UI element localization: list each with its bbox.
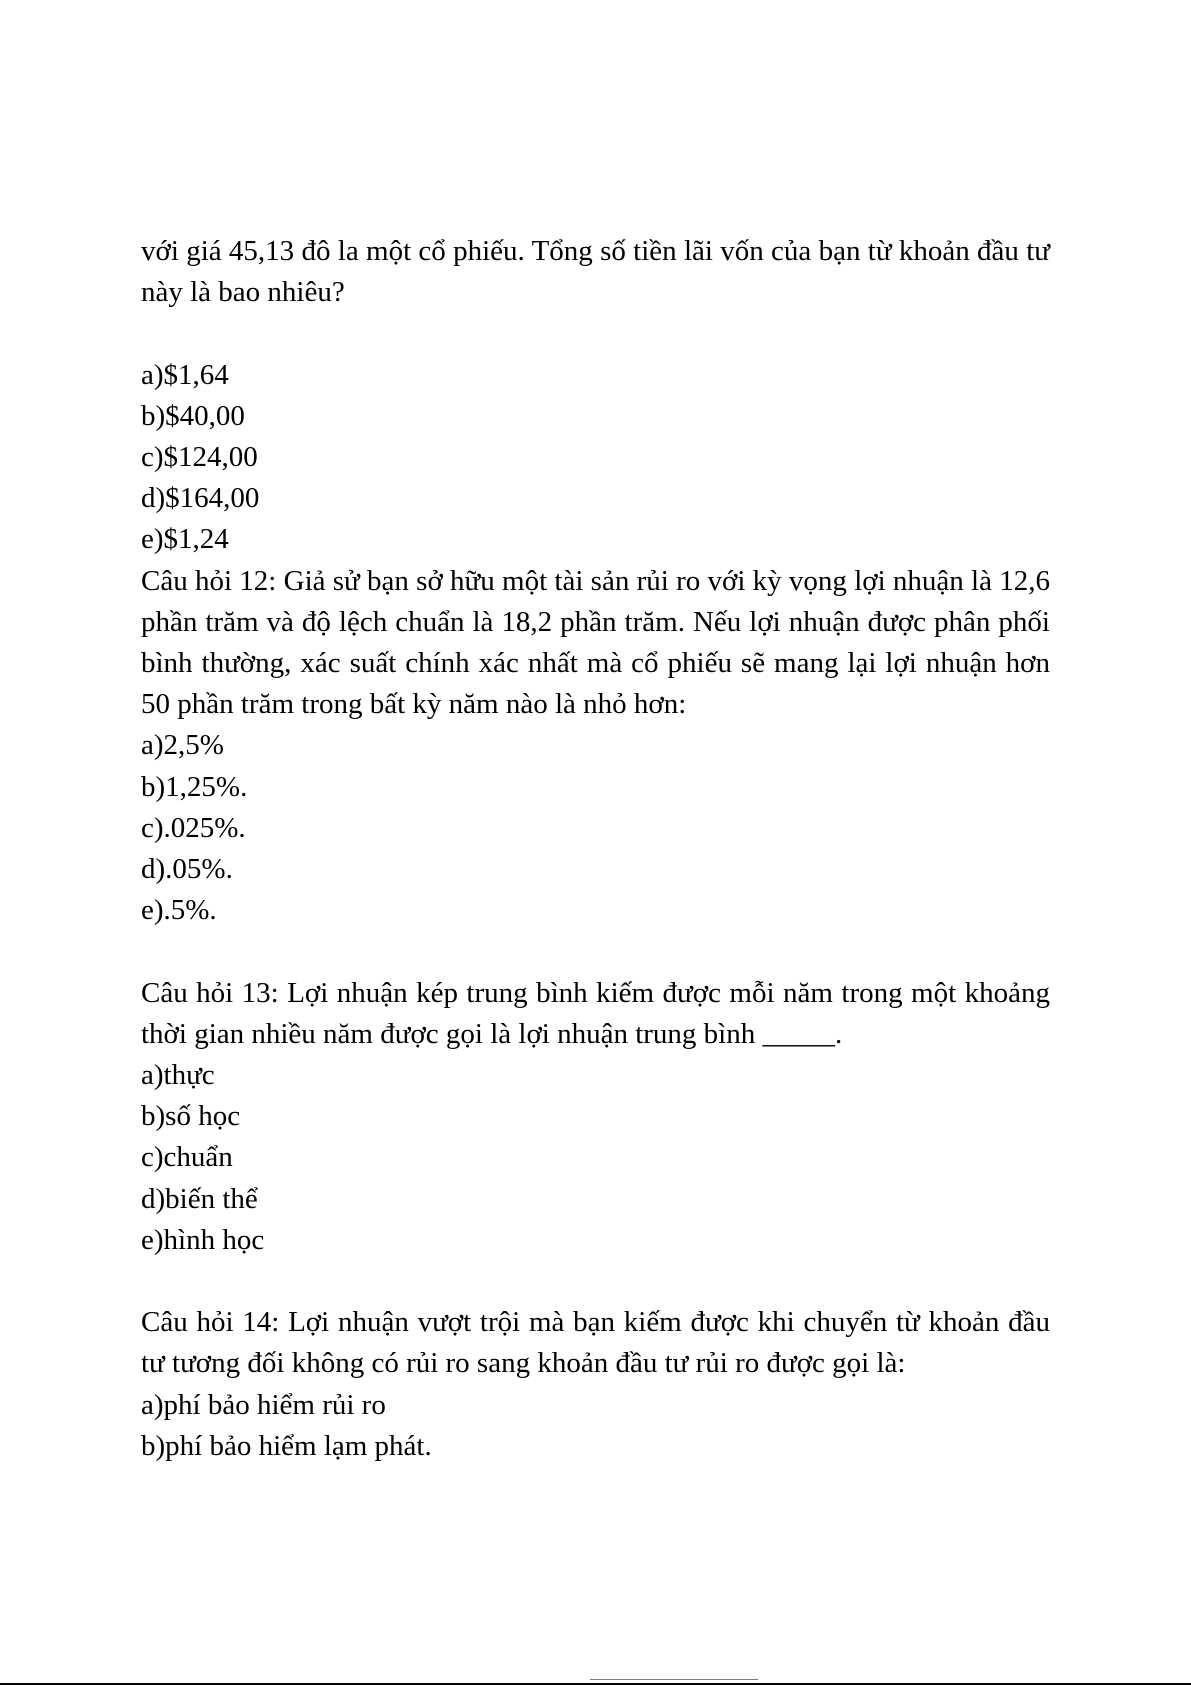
spacer: [141, 313, 1050, 354]
answer-option: e)hình học: [141, 1223, 265, 1256]
answer-option: a)$1,64: [141, 358, 229, 391]
answer-option: b)$40,00: [141, 399, 245, 432]
question-11-continuation: với giá 45,13 đô la một cổ phiếu. Tổng số tiền lãi vốn của bạn từ khoản đầu tư này là bao nhiêu?: [141, 235, 1050, 309]
answer-option: d)$164,00: [141, 482, 260, 515]
question-12-text: Câu hỏi 12: Giả sử bạn sở hữu một tài sản rủi ro với kỳ vọng lợi nhuận là 12,6 phần trăm và độ lệch chuẩn là 18,2 phần trăm. Nếu lợi nhuận được phân phối bình thường, xác suất chính xác nhất mà cổ phiếu sẽ mang lại lợi nhuận hơn 50 phần trăm trong bất kỳ năm nào là nhỏ hơn:: [141, 564, 1050, 721]
question-14-text: Câu hỏi 14: Lợi nhuận vượt trội mà bạn kiếm được khi chuyển từ khoản đầu tư tương đối không có rủi ro sang khoản đầu tư rủi ro được gọi là:: [141, 1306, 1050, 1380]
answer-option: e)$1,24: [141, 523, 229, 556]
answer-option: c)chuẩn: [141, 1141, 233, 1174]
answer-option: a)2,5%: [141, 729, 224, 762]
answer-option: c).025%.: [141, 811, 246, 844]
answer-option: e).5%.: [141, 894, 217, 927]
answer-option: d).05%.: [141, 853, 233, 886]
page-bottom-rule-accent: [590, 1679, 758, 1680]
spacer: [141, 931, 1050, 972]
answer-option: b)1,25%.: [141, 770, 248, 803]
question-13-text: Câu hỏi 13: Lợi nhuận kép trung bình kiếm được mỗi năm trong một khoảng thời gian nhiều năm được gọi là lợi nhuận trung bình _____.: [141, 976, 1050, 1050]
answer-option: b)số học: [141, 1100, 241, 1133]
spacer: [141, 1261, 1050, 1302]
answer-option: a)thực: [141, 1059, 215, 1092]
answer-option: a)phí bảo hiểm rủi ro: [141, 1388, 386, 1421]
answer-option: c)$124,00: [141, 441, 258, 473]
answer-option: d)biến thể: [141, 1182, 258, 1215]
page-content: [141, 231, 1050, 1467]
answer-option: b)phí bảo hiểm lạm phát.: [141, 1429, 432, 1462]
